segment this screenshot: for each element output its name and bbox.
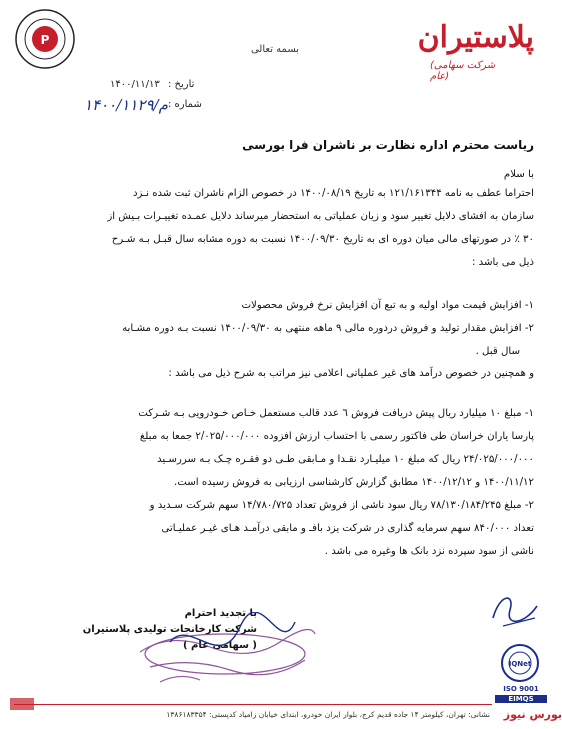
intro-line: احتراما عطف به نامه ۱۲۱/۱۶۱۳۴۴ به تاریخ ۱۴۰۰/۰۸/۱۹ در خصوص الزام ناشران ثبت شده نـزد [133, 188, 534, 199]
reason-line: ۲- افزایش مقدار تولید و فروش دردوره مالی ۹ ماهه منتهی به ۱۴۰۰/۰۹/۳۰ نسبت بـه دوره مشـابه [122, 323, 534, 334]
greeting: با سلام [503, 169, 534, 180]
iqnet-icon [500, 643, 540, 683]
reason-line: ۲- مبلغ ۷۸/۱۳۰/۱۸۴/۲۴۵ ریال سود ناشی از فروش تعداد ۱۴/۷۸۰/۷۲۵ سهم شرکت سـدید و [149, 500, 534, 511]
reason-line: سال قبل . [475, 346, 520, 357]
handwritten-signature [485, 588, 545, 632]
footer-divider [14, 704, 492, 705]
date-value: ۱۴۰۰/۱۱/۱۳ [110, 79, 160, 90]
stamp-graphic [130, 612, 320, 686]
iqnet-badge [500, 643, 540, 683]
emqs-label: EIMQS [495, 695, 547, 703]
non-operating-reasons [29, 402, 534, 563]
logo-subtitle: (شرکت سهامی عام) [430, 60, 496, 82]
date-label: تاریخ : [168, 79, 195, 90]
logo-wordmark: پلاستیران [417, 20, 534, 55]
signatory-company: شرکت کارخانجات تولیدی پلاستیران [82, 624, 257, 635]
reason-line: ۱- افزایش قیمت مواد اولیه و به تبع آن افزایش نرخ فروش محصولات [241, 300, 534, 311]
signature-graphic [485, 588, 545, 632]
recipient: ریاست محترم اداره نظارت بر ناشران فرا بورسی [242, 138, 534, 152]
closing: با تجدید احترام [184, 608, 257, 619]
signatory-type: ( سهامی عام ) [183, 640, 257, 651]
company-logo [417, 20, 540, 82]
intro-line: ۳۰ ٪ در صورتهای مالی میان دوره ای به تاریخ ۱۴۰۰/۰۹/۳۰ نسبت به دوره مشابه سال قبـل بـه شـرح [111, 234, 534, 245]
intro-line: سازمان به افشای دلایل تغییر سود و زیان عملیاتی به استحضار میرساند دلایل عمـده تغییـرات بـیش از [107, 211, 534, 222]
reason-line: ناشی از سود سپرده نزد بانک ها وغیره می باشد . [324, 546, 534, 557]
reason-line: ۱- مبلغ ۱۰ میلیارد ریال پیش دریافت فروش ٦ عدد قالب مستعمل خـاص خـودرویی بـه شـرکت [138, 408, 534, 419]
seal-graphic [14, 8, 76, 70]
footer-address: نشانی: تهران، کیلومتر ۱۴ جاده قدیم کرج، بلوار ایران خودرو، ابتدای خیابان زامیاد کدپستی: ۱۳۸۶۱۸۳۳۵۴ [166, 710, 490, 719]
iqnet-label: IQNet [508, 660, 532, 668]
non-operating-intro: و همچنین در خصوص درآمد های غیر عملیاتی اعلامی نیز مراتب به شرح ذیل می باشد : [168, 368, 534, 379]
intro-line: ذیل می باشد : [471, 257, 534, 268]
news-watermark: بورس نیوز [503, 708, 562, 721]
operating-reasons [29, 294, 534, 363]
iso-label: ISO 9001 [503, 685, 539, 693]
company-seal [14, 8, 76, 70]
reason-line: تعداد ۸۴۰/۰۰۰ سهم سرمایه گذاری در شرکت یزد بافـ و مابقی درآمـد هـای غیـر عملیـاتی [161, 523, 534, 534]
company-stamp [130, 612, 320, 686]
letter-number: ۱۴۰۰/م/۱۱۲۹ [84, 96, 168, 114]
bismillah: بسمه تعالی [250, 44, 300, 55]
svg-text:P: P [40, 33, 50, 47]
reason-line: پارسا یاران خراسان طی فاکتور رسمی با احتساب ارزش افزوده ۲/۰۲۵/۰۰۰/۰۰۰ جمعا به مبلغ [139, 431, 534, 442]
number-label: شماره : [168, 99, 202, 110]
reason-line: ۱۴۰۰/۱۱/۱۲ و ۱۴۰۰/۱۲/۱۲ مطابق گزارش کارشناسی ارزیابی به فروش رسیده است. [173, 477, 534, 488]
iso-badge [495, 685, 547, 703]
reason-line: ۲۴/۰۲۵/۰۰۰/۰۰۰ ریال که مبلغ ۱۰ میلیـارد نقـدا و مـابقی طـی دو فقـره چـک بـه سررسـید [156, 454, 534, 465]
intro-paragraph [29, 182, 534, 274]
